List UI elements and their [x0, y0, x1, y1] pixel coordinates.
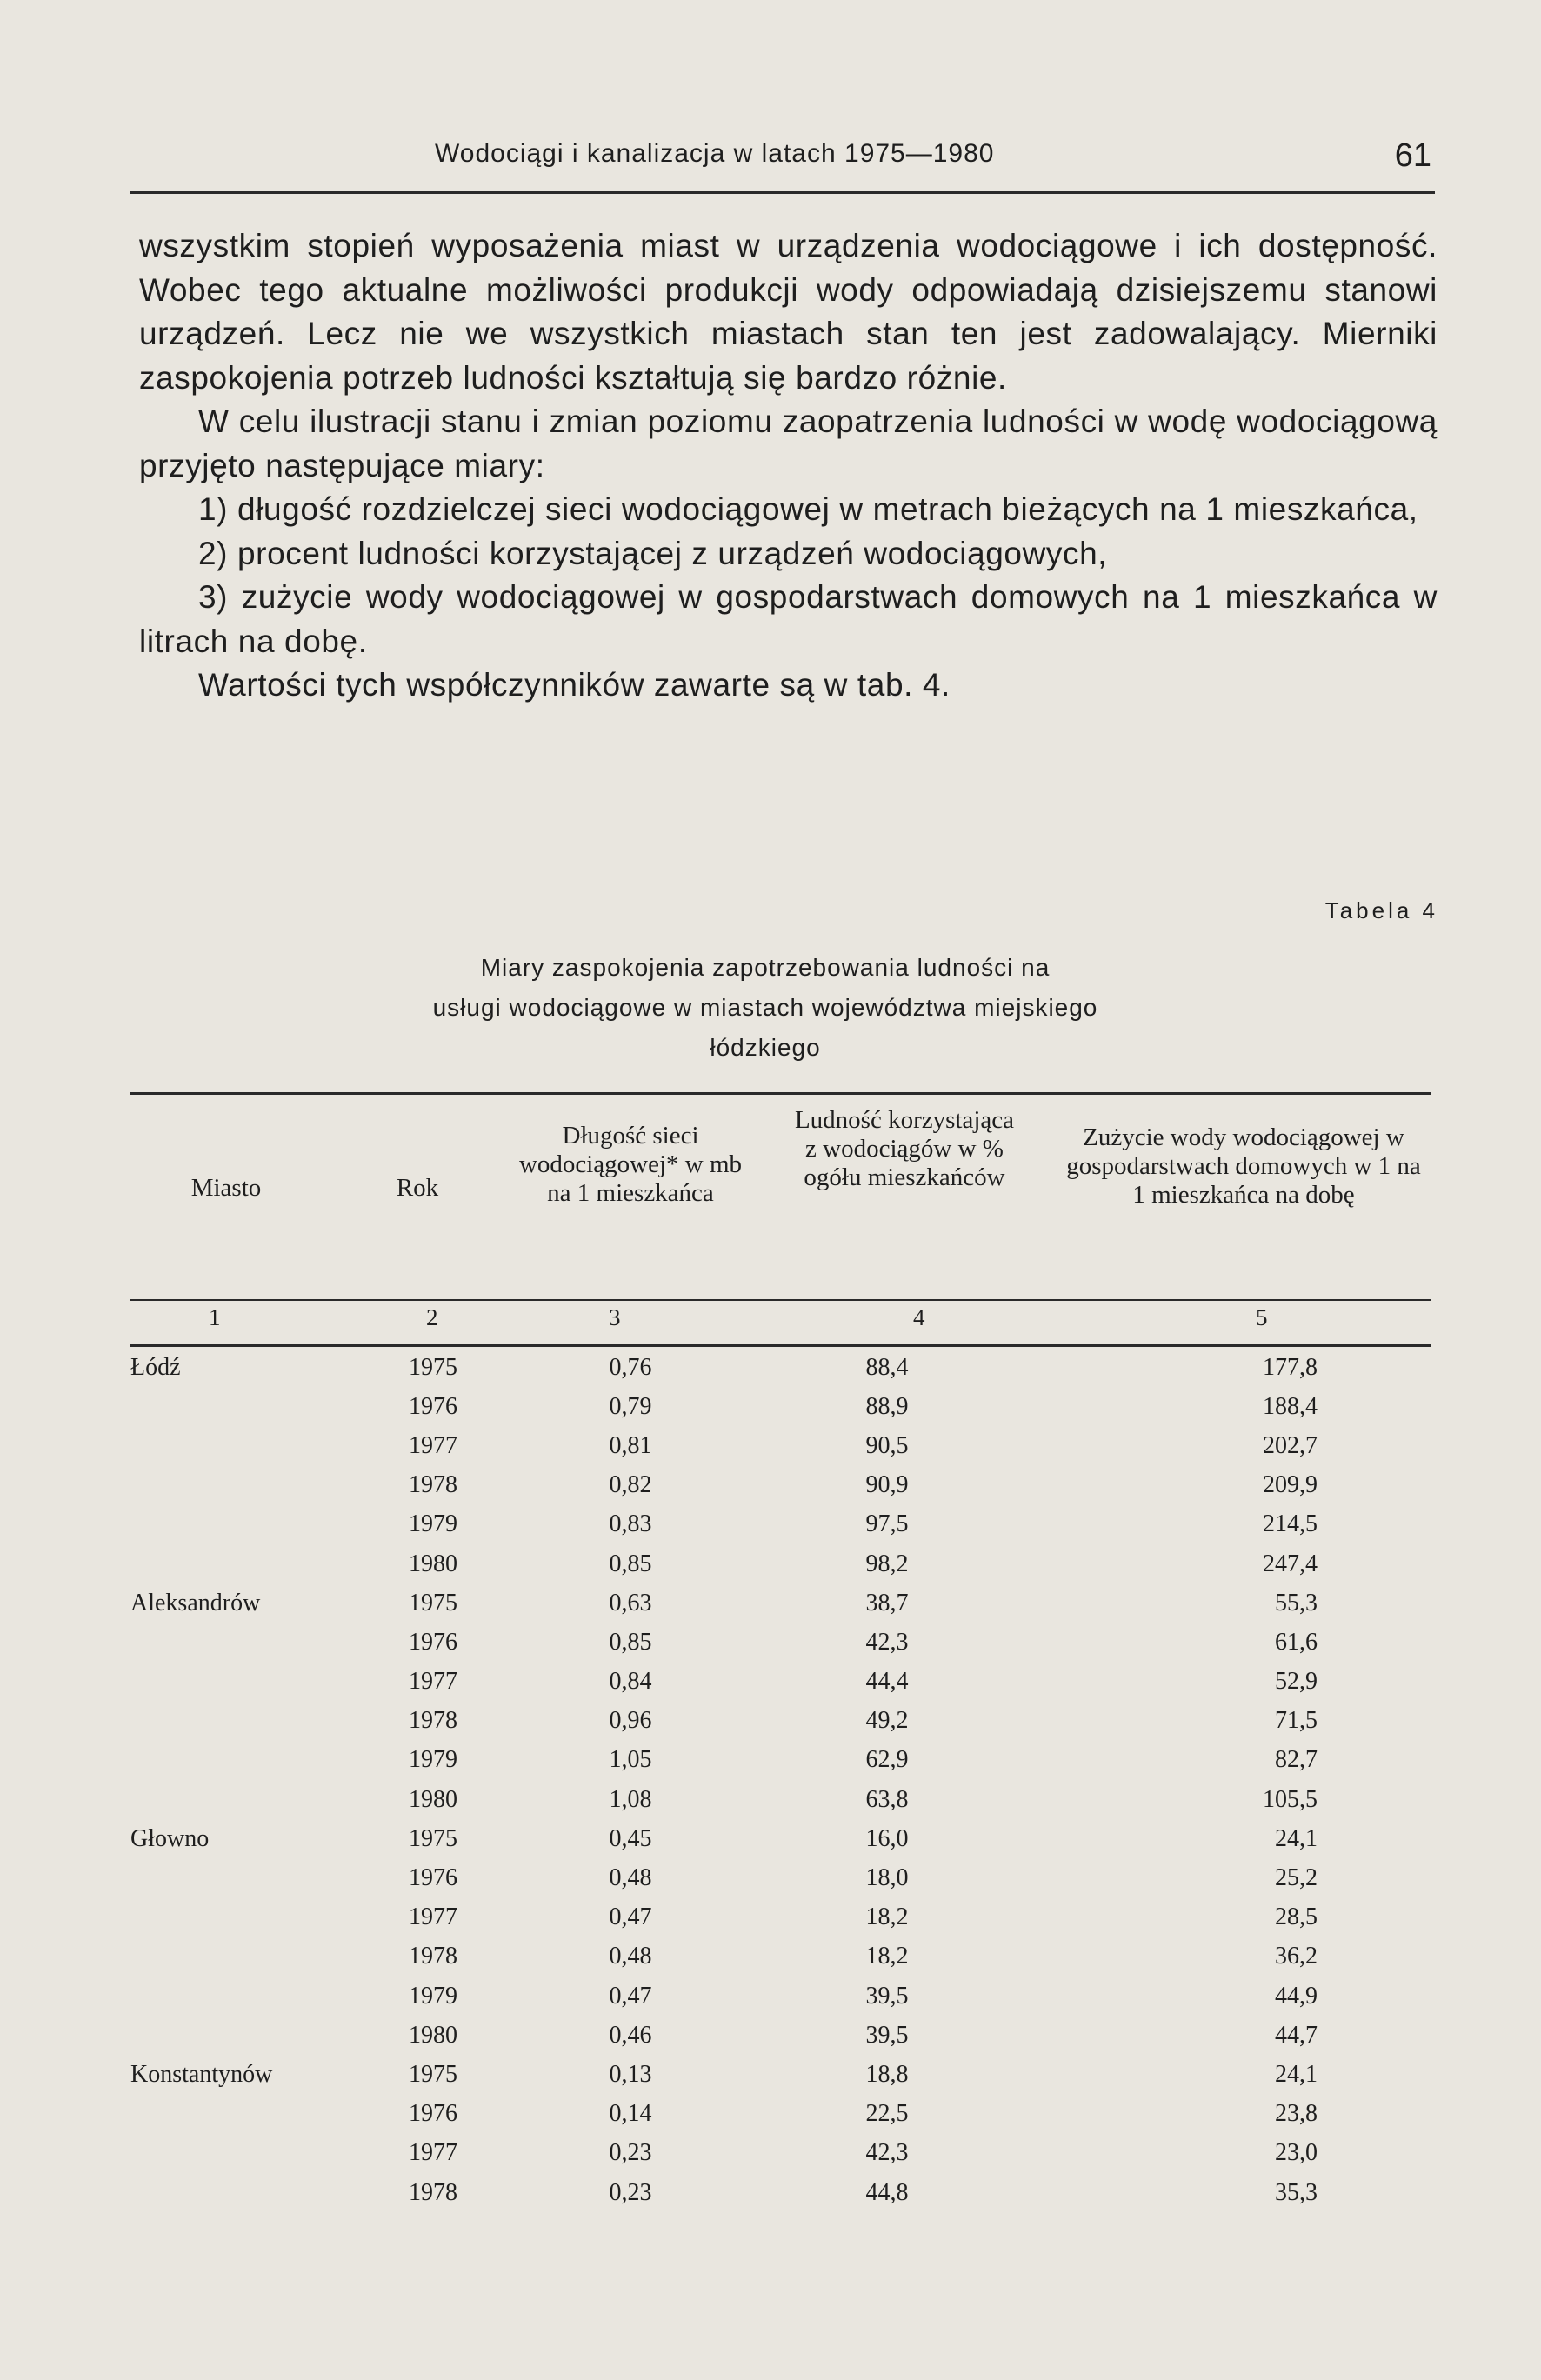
cell-length: 0,47	[609, 1903, 652, 1931]
page-number: 61	[1394, 137, 1431, 174]
cell-length: 0,13	[609, 2060, 652, 2088]
cell-city	[130, 1977, 391, 2016]
cell-length: 0,23	[609, 2178, 652, 2206]
table-row	[130, 1898, 1431, 1937]
cell-year: 1980	[409, 2021, 457, 2049]
table-top-rule	[130, 1092, 1431, 1095]
cell-length: 1,05	[609, 1746, 652, 1774]
cell-city	[130, 1387, 391, 1426]
cell-city	[130, 1858, 391, 1897]
cell-length: 0,48	[609, 1864, 652, 1892]
list-item: 3) zużycie wody wodociągowej w gospodarstwach domowych na 1 mieszkańca w litrach na dobę.	[139, 579, 1438, 659]
cell-length: 0,85	[609, 1628, 652, 1656]
table-row	[130, 1426, 1431, 1465]
column-number: 3	[609, 1304, 621, 1330]
cell-length: 0,14	[609, 2100, 652, 2128]
cell-city	[130, 1663, 391, 1702]
table-row	[130, 2134, 1431, 2173]
cell-city	[130, 2134, 391, 2173]
cell-percent: 62,9	[865, 1746, 909, 1774]
column-number: 2	[426, 1304, 438, 1330]
body-text	[139, 224, 1438, 708]
running-title: Wodociągi i kanalizacja w latach 1975—1980	[435, 139, 995, 168]
cell-percent: 22,5	[865, 2100, 909, 2128]
cell-year: 1979	[409, 1982, 457, 2010]
paragraph: Wartości tych współczynników zawarte są w tab. 4.	[198, 667, 951, 703]
cell-length: 0,48	[609, 1943, 652, 1970]
cell-length: 0,46	[609, 2021, 652, 2049]
table-row	[130, 1663, 1431, 1702]
cell-usage: 35,3	[1275, 2178, 1318, 2206]
header-city: Miasto	[190, 1174, 262, 1202]
cell-length: 0,79	[609, 1392, 652, 1420]
table-row	[130, 1544, 1431, 1583]
cell-year: 1975	[409, 1824, 457, 1852]
cell-percent: 63,8	[865, 1785, 909, 1813]
cell-length: 0,76	[609, 1353, 652, 1381]
data-table	[130, 1348, 1431, 2212]
cell-percent: 98,2	[865, 1550, 909, 1577]
table-label: Tabela 4	[1324, 897, 1438, 923]
header-usage: Zużycie wody wodociągowej w gospodarstwach domowych w 1 na 1 mieszkańca na dobę	[1066, 1123, 1421, 1209]
cell-year: 1976	[409, 1392, 457, 1420]
table-row	[130, 1623, 1431, 1662]
cell-usage: 55,3	[1275, 1589, 1318, 1617]
table-row	[130, 1466, 1431, 1505]
table-row	[130, 2016, 1431, 2055]
cell-usage: 214,5	[1263, 1510, 1318, 1538]
header-length: Długość sieci wodociągowej* w mb na 1 mieszkańca	[518, 1122, 743, 1207]
cell-city	[130, 1544, 391, 1583]
cell-usage: 177,8	[1263, 1353, 1318, 1381]
caption-line: łódzkiego	[710, 1034, 821, 1061]
cell-percent: 90,5	[865, 1431, 909, 1459]
cell-percent: 16,0	[865, 1824, 909, 1852]
table-row	[130, 1387, 1431, 1426]
cell-city	[130, 1505, 391, 1544]
table-row	[130, 1977, 1431, 2016]
cell-year: 1979	[409, 1510, 457, 1538]
caption-line: Miary zaspokojenia zapotrzebowania ludności na	[480, 954, 1051, 981]
cell-percent: 39,5	[865, 1982, 909, 2010]
cell-year: 1977	[409, 2139, 457, 2167]
paragraph: W celu ilustracji stanu i zmian poziomu zaopatrzenia ludności w wodę wodociągową przyjęto następujące miary:	[139, 403, 1438, 483]
cell-city	[130, 1426, 391, 1465]
cell-length: 0,83	[609, 1510, 652, 1538]
cell-city	[130, 1741, 391, 1780]
cell-year: 1976	[409, 2100, 457, 2128]
table-row	[130, 1819, 1431, 1858]
paragraph: wszystkim stopień wyposażenia miast w urządzenia wodociągowe i ich dostępność. Wobec tego aktualne możliwości produkcji wody odpowiadają dzisiejszemu stanowi urządzeń. Lecz nie we wszystkich miastach stan ten jest zadowalający. Mierniki zaspokojenia potrzeb ludności kształtują się bardzo różnie.	[139, 228, 1438, 396]
table-row	[130, 2173, 1431, 2212]
cell-city	[130, 1898, 391, 1937]
cell-usage: 25,2	[1275, 1864, 1318, 1892]
cell-usage: 52,9	[1275, 1668, 1318, 1696]
cell-percent: 18,8	[865, 2060, 909, 2088]
column-number: 1	[209, 1304, 221, 1330]
cell-usage: 188,4	[1263, 1392, 1318, 1420]
cell-usage: 28,5	[1275, 1903, 1318, 1931]
header-percent: Ludność korzystająca z wodociągów w % ogółu mieszkańców	[794, 1106, 1015, 1191]
cell-usage: 44,9	[1275, 1982, 1318, 2010]
cell-city: Łódź	[130, 1353, 181, 1381]
cell-city	[130, 2095, 391, 2134]
cell-year: 1977	[409, 1431, 457, 1459]
cell-percent: 18,2	[865, 1943, 909, 1970]
cell-usage: 82,7	[1275, 1746, 1318, 1774]
cell-usage: 61,6	[1275, 1628, 1318, 1656]
cell-length: 0,47	[609, 1982, 652, 2010]
cell-percent: 44,4	[865, 1668, 909, 1696]
cell-percent: 49,2	[865, 1707, 909, 1735]
cell-length: 0,81	[609, 1431, 652, 1459]
cell-percent: 44,8	[865, 2178, 909, 2206]
cell-city	[130, 1937, 391, 1977]
table-caption	[261, 948, 1270, 1068]
cell-city	[130, 1623, 391, 1662]
cell-city	[130, 2173, 391, 2212]
cell-usage: 23,8	[1275, 2100, 1318, 2128]
cell-year: 1977	[409, 1668, 457, 1696]
page-header	[130, 139, 1435, 194]
cell-year: 1977	[409, 1903, 457, 1931]
header-year: Rok	[396, 1174, 439, 1202]
cell-length: 0,63	[609, 1589, 652, 1617]
column-number: 4	[913, 1304, 925, 1330]
table-row	[130, 1937, 1431, 1977]
cell-percent: 18,0	[865, 1864, 909, 1892]
cell-year: 1978	[409, 1707, 457, 1735]
cell-length: 0,23	[609, 2139, 652, 2167]
cell-city	[130, 1702, 391, 1741]
cell-length: 1,08	[609, 1785, 652, 1813]
cell-year: 1975	[409, 2060, 457, 2088]
cell-city: Aleksandrów	[130, 1589, 261, 1617]
cell-percent: 90,9	[865, 1471, 909, 1499]
cell-usage: 209,9	[1263, 1471, 1318, 1499]
table-row	[130, 1858, 1431, 1897]
cell-length: 0,85	[609, 1550, 652, 1577]
list-item: 2) procent ludności korzystającej z urządzeń wodociągowych,	[198, 535, 1108, 571]
cell-year: 1978	[409, 1943, 457, 1970]
cell-percent: 42,3	[865, 1628, 909, 1656]
cell-usage: 202,7	[1263, 1431, 1318, 1459]
cell-percent: 42,3	[865, 2139, 909, 2167]
cell-percent: 88,4	[865, 1353, 909, 1381]
cell-usage: 247,4	[1263, 1550, 1318, 1577]
cell-city	[130, 1466, 391, 1505]
column-number-rule	[130, 1344, 1431, 1347]
cell-year: 1980	[409, 1785, 457, 1813]
cell-city	[130, 1780, 391, 1819]
cell-usage: 71,5	[1275, 1707, 1318, 1735]
cell-percent: 18,2	[865, 1903, 909, 1931]
cell-year: 1975	[409, 1589, 457, 1617]
cell-city: Głowno	[130, 1824, 210, 1852]
cell-length: 0,45	[609, 1824, 652, 1852]
cell-percent: 38,7	[865, 1589, 909, 1617]
cell-usage: 24,1	[1275, 2060, 1318, 2088]
cell-length: 0,84	[609, 1668, 652, 1696]
cell-usage: 44,7	[1275, 2021, 1318, 2049]
cell-year: 1978	[409, 2178, 457, 2206]
table-row	[130, 1780, 1431, 1819]
table-row	[130, 1741, 1431, 1780]
cell-year: 1976	[409, 1628, 457, 1656]
table-row	[130, 1348, 1431, 1387]
cell-year: 1976	[409, 1864, 457, 1892]
header-rule	[130, 1299, 1431, 1301]
table-row	[130, 1583, 1431, 1623]
column-number: 5	[1256, 1304, 1268, 1330]
cell-year: 1980	[409, 1550, 457, 1577]
cell-usage: 23,0	[1275, 2139, 1318, 2167]
cell-year: 1975	[409, 1353, 457, 1381]
cell-usage: 105,5	[1263, 1785, 1318, 1813]
caption-line: usługi wodociągowe w miastach województwa miejskiego	[432, 994, 1098, 1021]
table-row	[130, 1702, 1431, 1741]
cell-percent: 39,5	[865, 2021, 909, 2049]
cell-percent: 88,9	[865, 1392, 909, 1420]
cell-usage: 36,2	[1275, 1943, 1318, 1970]
cell-year: 1979	[409, 1746, 457, 1774]
list-item: 1) długość rozdzielczej sieci wodociągowej w metrach bieżących na 1 mieszkańca,	[198, 491, 1418, 527]
table-row	[130, 2095, 1431, 2134]
cell-year: 1978	[409, 1471, 457, 1499]
cell-percent: 97,5	[865, 1510, 909, 1538]
table-row	[130, 1505, 1431, 1544]
cell-length: 0,82	[609, 1471, 652, 1499]
cell-usage: 24,1	[1275, 1824, 1318, 1852]
cell-city: Konstantynów	[130, 2060, 273, 2088]
cell-city	[130, 2016, 391, 2055]
cell-length: 0,96	[609, 1707, 652, 1735]
table-row	[130, 2055, 1431, 2094]
